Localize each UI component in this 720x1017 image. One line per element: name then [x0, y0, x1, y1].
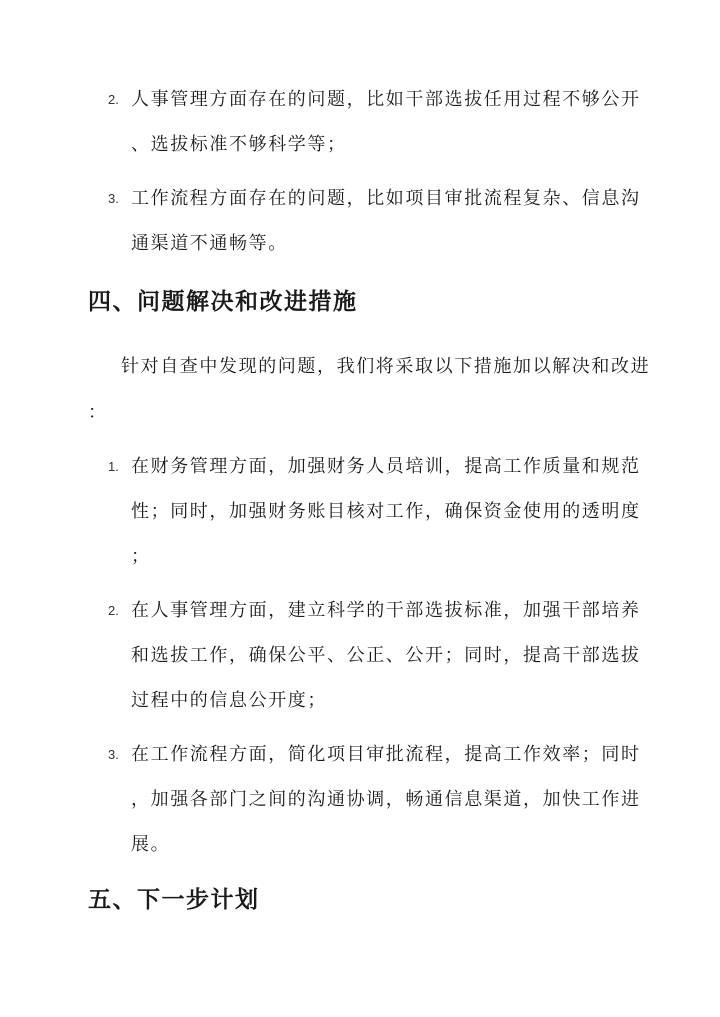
section-heading: 四、问题解决和改进措施: [88, 288, 358, 315]
section-heading: 五、下一步计划: [88, 886, 260, 913]
list-number: 2.: [108, 92, 119, 107]
list-item-line: ；: [131, 546, 151, 567]
list-item-line: 通渠道不通畅等。: [131, 233, 288, 254]
paragraph-line: 针对自查中发现的问题，我们将采取以下措施加以解决和改进: [121, 356, 651, 377]
list-item-line: 性；同时，加强财务账目核对工作，确保资金使用的透明度: [131, 501, 641, 522]
list-item-line: 人事管理方面存在的问题，比如干部选拔任用过程不够公开: [131, 89, 641, 110]
list-number: 1.: [108, 459, 119, 474]
list-item-line: 在财务管理方面，加强财务人员培训，提高工作质量和规范: [131, 456, 641, 477]
list-item-line: 、选拔标准不够科学等；: [131, 134, 347, 155]
list-item-line: 工作流程方面存在的问题，比如项目审批流程复杂、信息沟: [131, 188, 641, 209]
list-item-line: 展。: [131, 834, 171, 855]
list-number: 3.: [108, 747, 119, 762]
list-number: 2.: [108, 603, 119, 618]
list-item-line: ，加强各部门之间的沟通协调，畅通信息渠道，加快工作进: [131, 789, 641, 810]
list-item-line: 在人事管理方面，建立科学的干部选拔标准，加强干部培养: [131, 600, 641, 621]
paragraph-line: ：: [88, 402, 108, 423]
list-item-line: 和选拔工作，确保公平、公正、公开；同时，提高干部选拔: [131, 645, 641, 666]
list-item-line: 过程中的信息公开度；: [131, 690, 327, 711]
list-number: 3.: [108, 191, 119, 206]
list-item-line: 在工作流程方面，简化项目审批流程，提高工作效率；同时: [131, 744, 641, 765]
